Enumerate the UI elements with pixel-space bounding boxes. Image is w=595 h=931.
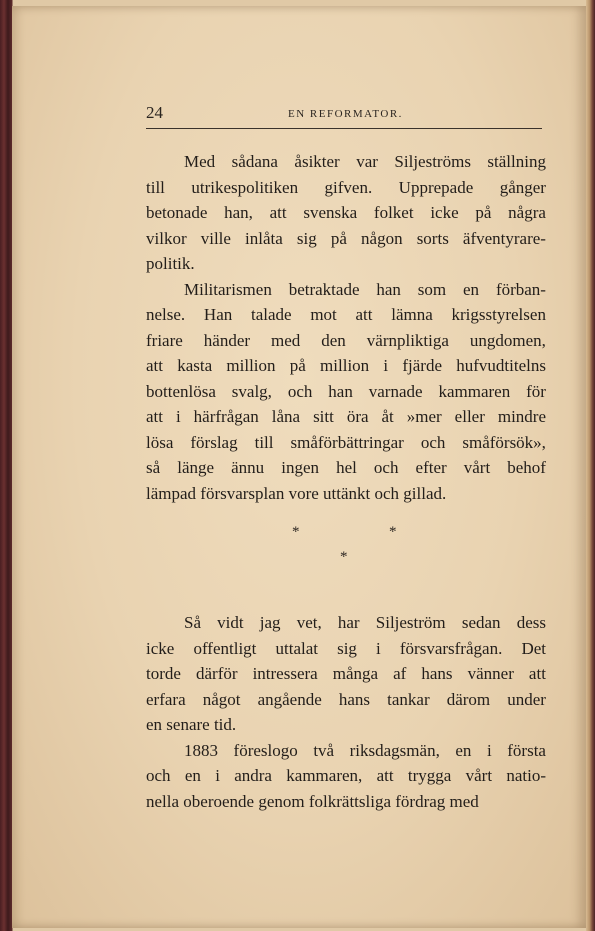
paragraph [146, 610, 546, 738]
text-line: till utrikespolitiken gifven. Upprepade gånger [146, 177, 546, 197]
text-line: Så vidt jag vet, har Siljeström sedan dess [184, 613, 546, 632]
page-number: 24 [146, 103, 163, 122]
text-line: politik. [146, 254, 195, 273]
text-block-top [146, 149, 546, 506]
text-block-bottom [146, 610, 546, 814]
text-line: Militarismen betraktade han som en förban- [184, 279, 546, 299]
text-line: vilkor ville inlåta sig på någon sorts äfventyrare- [146, 228, 546, 248]
text-line: lämpad försvarsplan vore uttänkt och gillad. [146, 483, 447, 503]
text-line: Med sådana åsikter var Siljeströms ställning [184, 152, 546, 171]
paragraph [146, 738, 546, 815]
text-line: betonade han, att svenska folket icke på några [146, 203, 546, 222]
text-line: bottenlösa svalg, och han varnade kammaren för [146, 381, 546, 401]
text-line: 1883 föreslogo två riksdagsmän, en i första [184, 740, 546, 760]
paragraph [146, 277, 546, 507]
text-line: nella oberoende genom folkrättsliga fördrag med [146, 791, 479, 811]
text-line: lösa förslag till småförbättringar och småförsök», [146, 432, 546, 452]
page-header [146, 103, 542, 127]
text-line: och en i andra kammaren, att trygga vårt natio- [146, 766, 546, 785]
text-line: så länge ännu ingen hel och efter vårt behof [146, 458, 546, 477]
text-line: erfara något angående hans tankar därom under [146, 689, 546, 709]
text-line: icke offentligt uttalat sig i försvarsfrågan. Det [146, 638, 546, 658]
separator-asterisk: * [340, 549, 348, 565]
text-line: torde därför intressera många af hans vänner att [146, 664, 546, 683]
text-line: en senare tid. [146, 715, 237, 734]
running-head: EN REFORMATOR. [288, 108, 403, 120]
page-edge [586, 0, 595, 931]
text-line: friare händer med den värnpliktiga ungdomen, [146, 330, 546, 350]
text-line: att i härfrågan låna sitt öra åt »mer eller mindre [146, 407, 546, 426]
paragraph [146, 149, 546, 277]
separator-asterisk: * [292, 524, 300, 540]
separator-asterisk: * [389, 524, 397, 540]
text-line: nelse. Han talade mot att lämna krigsstyrelsen [146, 305, 546, 324]
text-line: att kasta million på million i fjärde hufvudtitelns [146, 356, 546, 375]
header-rule [146, 128, 542, 129]
